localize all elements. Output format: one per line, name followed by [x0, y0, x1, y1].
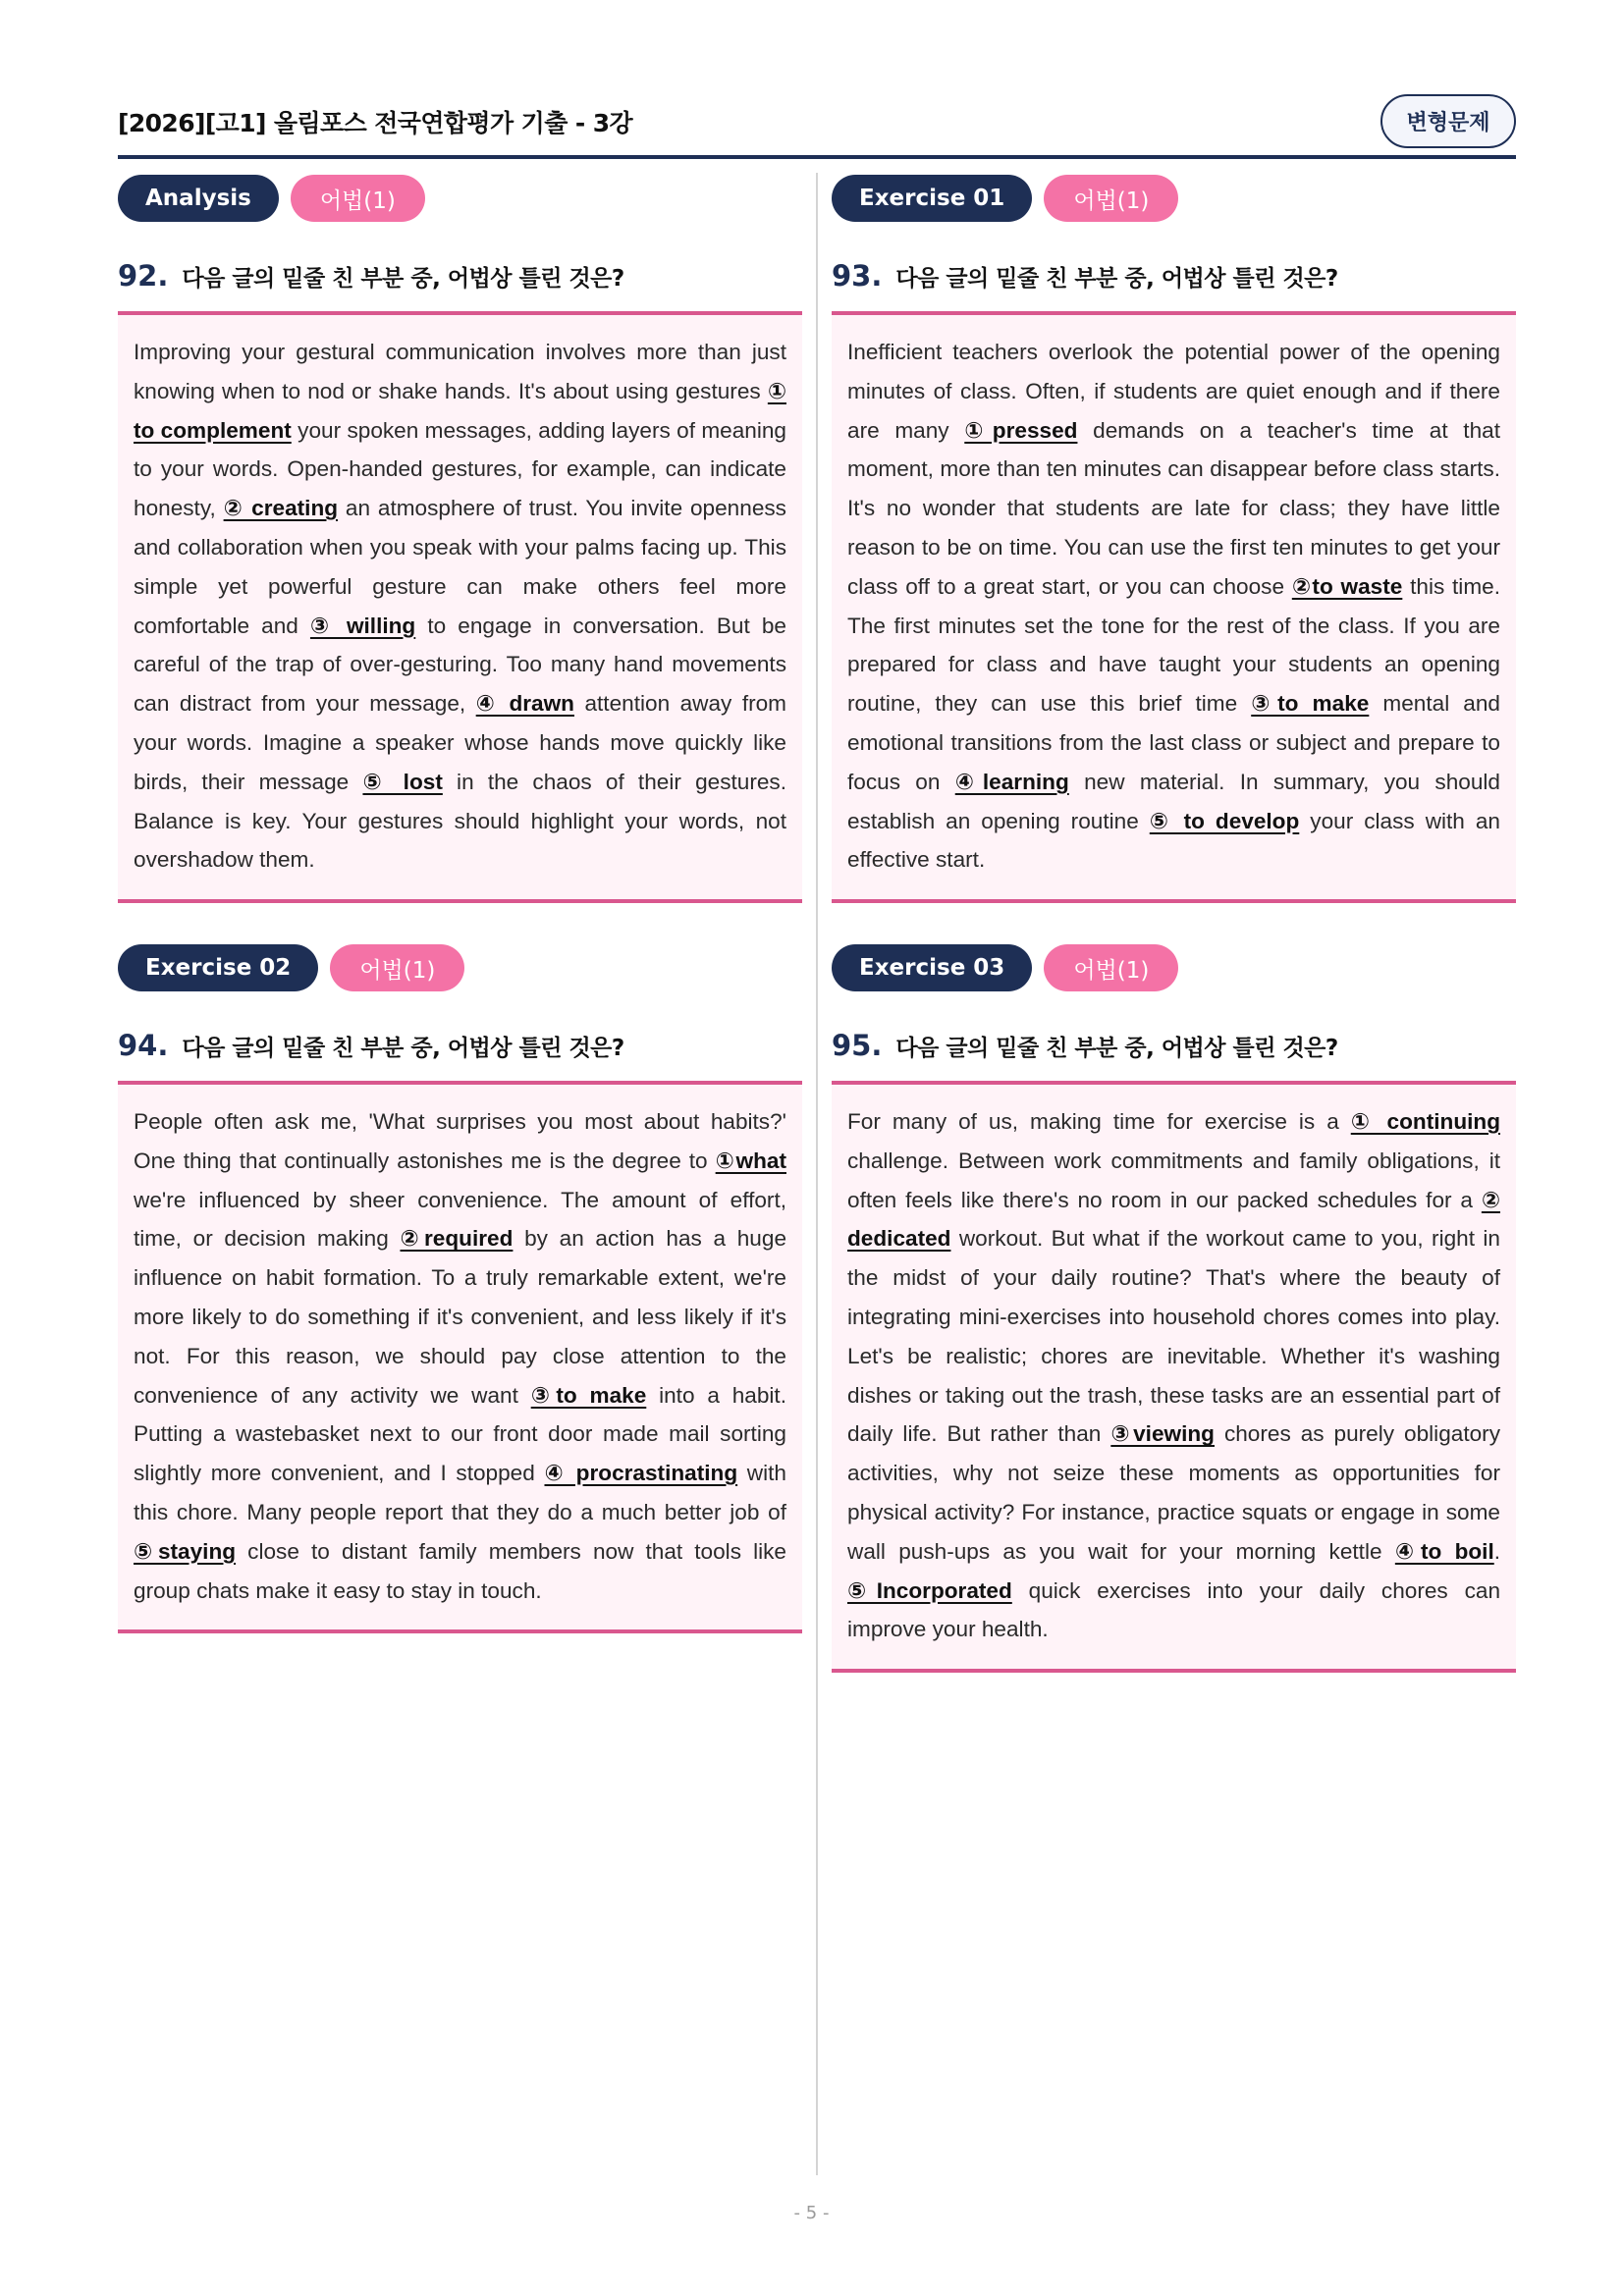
question-number: 94. [118, 1029, 169, 1062]
section-tag: Exercise 02 [118, 944, 318, 991]
passage-text: People often ask me, 'What surprises you most about habits?' One thing that continually astonishes me is the degree to [134, 1109, 786, 1173]
category-tag: 어법(1) [291, 175, 425, 222]
answer-choice: ① continuing [1350, 1109, 1500, 1134]
question-heading [832, 259, 1516, 298]
passage-text: Improving your gestural communication involves more than just knowing when to nod or shake hands. It's about using gestures [134, 340, 786, 403]
answer-choice: ④to boil [1394, 1538, 1494, 1564]
answer-choice: ②to waste [1291, 573, 1403, 599]
passage-text: by an action has a huge influence on habit formation. To a truly remarkable extent, we're more likely to do something if it's convenient, and less likely if it's not. For this reason, we should pay close attention to the convenience of any activity we want [134, 1226, 787, 1408]
question-text: 다음 글의 밑줄 친 부분 중, 어법상 틀린 것은? [895, 1036, 1338, 1061]
document-title: [2026][고1] 올림포스 전국연합평가 기출 - 3강 [118, 109, 633, 137]
category-tag: 어법(1) [1044, 175, 1178, 222]
passage-text: attention away from your words. Imagine a speaker whose hands move quickly like birds, their message [134, 691, 787, 794]
question-panel-94 [118, 944, 802, 1633]
passage-box [118, 311, 802, 903]
question-heading [118, 1029, 802, 1068]
answer-choice: ① to complement [134, 378, 786, 443]
question-heading [118, 259, 802, 298]
category-tag: 어법(1) [1044, 944, 1178, 991]
passage-text: we're influenced by sheer convenience. The amount of effort, time, or decision making [134, 1187, 786, 1252]
answer-choice: ④ drawn [475, 691, 574, 717]
passage-box [118, 1081, 802, 1633]
section-tag: Analysis [118, 175, 279, 222]
passage-text: your class with an effective start. [847, 808, 1500, 873]
passage-text: this time. The first minutes set the tone for the rest of the class. If you are prepared for class and have taught your students an opening routine, they can use this brief time [847, 573, 1500, 717]
passage-text: to engage in conversation. But be careful of the trap of over-gesturing. Too many hand movements can distract from your message, [134, 613, 786, 717]
answer-choice: ② dedicated [847, 1187, 1500, 1252]
passage-text: in the chaos of their gestures. Balance is key. Your gestures should highlight your words, not overshadow them. [134, 769, 786, 873]
answer-choice: ①what [715, 1148, 786, 1173]
answer-choice: ③ willing [309, 613, 416, 638]
question-panel-95 [832, 944, 1516, 1673]
answer-choice: ③viewing [1110, 1421, 1215, 1447]
passage-text: demands on a teacher's time at that moment, more than ten minutes can disappear before class starts. It's no wonder that students are late for class; they have little reason to be on time. You can use the first ten minutes to get your class off to a great start, or you can choose [847, 417, 1500, 599]
page-number: - 5 - [793, 2203, 830, 2223]
answer-choice: ①pressed [964, 417, 1078, 443]
answer-choice: ③to make [530, 1382, 647, 1408]
question-number: 93. [832, 259, 883, 293]
passage-text: chores as purely obligatory activities, why not seize these moments as opportunities for physical activity? For instance, practice squats or engage in some wall push-ups as you wait for your morning kettle [847, 1421, 1500, 1564]
passage-text: mental and emotional transitions from the last class or subject and prepare to focus on [847, 691, 1500, 794]
answer-choice: ⑤ to develop [1149, 808, 1300, 833]
answer-choice: ② creating [223, 496, 339, 521]
passage-text: new material. In summary, you should establish an opening routine [847, 769, 1500, 833]
question-text: 다음 글의 밑줄 친 부분 중, 어법상 틀린 것은? [182, 1036, 624, 1061]
passage-text: close to distant family members now that tools like group chats make it easy to stay in touch. [134, 1538, 787, 1603]
tag-row [118, 175, 802, 222]
answer-choice: ④ procrastinating [544, 1461, 738, 1486]
tag-row [832, 944, 1516, 991]
passage-text: into a habit. Putting a wastebasket next to our front door made mail sorting slightly more convenient, and I stopped [134, 1382, 786, 1486]
header-rule [118, 155, 1516, 159]
passage-box [832, 311, 1516, 903]
page-header [118, 94, 1516, 159]
passage-text: Inefficient teachers overlook the potential power of the opening minutes of class. Often, if students are quiet enough and if there are many [847, 340, 1500, 443]
section-tag: Exercise 03 [832, 944, 1032, 991]
question-panel-92 [118, 175, 802, 903]
passage-text: For many of us, making time for exercise is a [847, 1109, 1351, 1134]
passage-text: an atmosphere of trust. You invite openness and collaboration when you speak with your palms facing up. This simple yet powerful gesture can make others feel more comfortable and [134, 496, 786, 638]
tag-row [118, 944, 802, 991]
section-tag: Exercise 01 [832, 175, 1032, 222]
passage-text: . [1493, 1538, 1501, 1564]
column-divider [816, 173, 818, 2175]
answer-choice: ④learning [954, 769, 1069, 794]
passage-text: workout. But what if the workout came to you, right in the midst of your daily routine? That's where the beauty of integrating mini-exercises into household chores comes into play. Let's be realistic; chores are inevitable. Whether it's washing dishes or taking out the trash, these tasks are an essential part of daily life. But rather than [847, 1226, 1500, 1447]
passage-box [832, 1081, 1516, 1673]
question-heading [832, 1029, 1516, 1068]
question-text: 다음 글의 밑줄 친 부분 중, 어법상 틀린 것은? [182, 266, 624, 292]
passage-text: with this chore. Many people report that they do a much better job of [134, 1461, 786, 1524]
variant-problem-badge: 변형문제 [1380, 94, 1516, 148]
question-number: 95. [832, 1029, 883, 1062]
answer-choice: ⑤staying [134, 1538, 237, 1564]
answer-choice: ⑤ lost [362, 769, 443, 794]
passage-text: quick exercises into your daily chores can improve your health. [847, 1577, 1501, 1642]
category-tag: 어법(1) [330, 944, 464, 991]
tag-row [832, 175, 1516, 222]
answer-choice: ⑤Incorporated [847, 1577, 1012, 1603]
question-text: 다음 글의 밑줄 친 부분 중, 어법상 틀린 것은? [895, 266, 1338, 292]
question-number: 92. [118, 259, 169, 293]
question-panel-93 [832, 175, 1516, 903]
passage-text: challenge. Between work commitments and family obligations, it often feels like there's no room in our packed schedules for a [847, 1148, 1500, 1212]
passage-text: your spoken messages, adding layers of meaning to your words. Open-handed gestures, for example, can indicate honesty, [134, 417, 786, 521]
answer-choice: ③to make [1251, 691, 1370, 717]
answer-choice: ②required [400, 1226, 514, 1252]
